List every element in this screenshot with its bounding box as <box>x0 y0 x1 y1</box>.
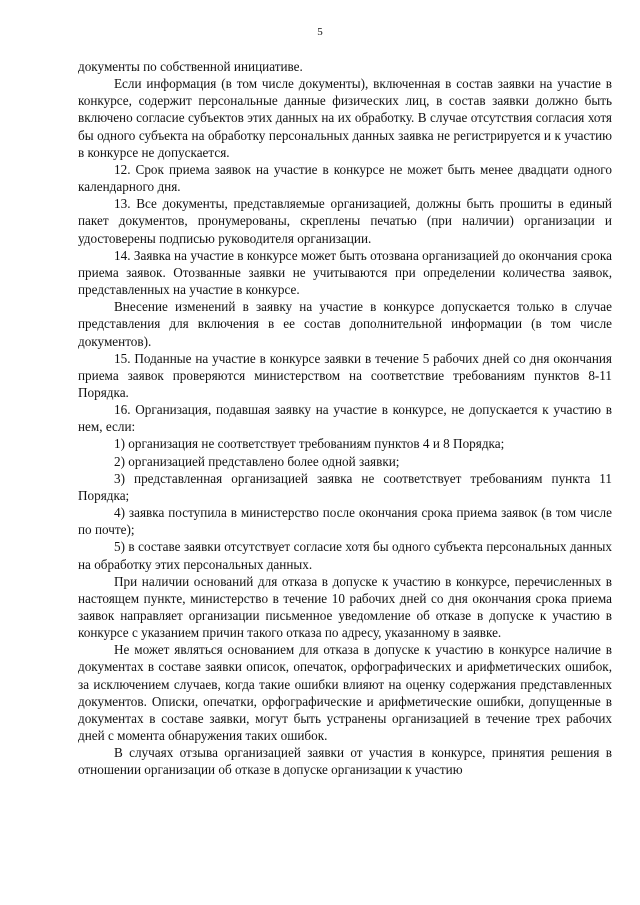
paragraph: 3) представленная организацией заявка не соответствует требованиям пункта 11 Порядка; <box>78 470 612 503</box>
paragraph: 2) организацией представлено более одной заявки; <box>114 453 400 469</box>
paragraph: При наличии оснований для отказа в допуске к участию в конкурсе, перечисленных в настоящем пункте, министерство в течение 10 рабочих дней со дня окончания срока приема заявок направляет организации письменное уведомление об отказе в допуске к участию в конкурсе с указанием причин такого отказа по адресу, указанному в заявке. <box>78 573 612 641</box>
paragraph: 16. Организация, подавшая заявку на участие в конкурсе, не допускается к участию в нем, если: <box>78 402 612 435</box>
paragraph: 4) заявка поступила в министерство после окончания срока приема заявок (в том числе по почте); <box>78 505 612 538</box>
paragraph: 15. Поданные на участие в конкурсе заявки в течение 5 рабочих дней со дня окончания приема заявок проверяются министерством на соответствие требованиям пунктов 8-11 Порядка. <box>78 350 612 400</box>
paragraph: 1) организация не соответствует требованиям пунктов 4 и 8 Порядка; <box>114 436 505 452</box>
paragraph: 13. Все документы, представляемые организацией, должны быть прошиты в единый пакет документов, пронумерованы, скреплены печатью (при наличии) организации и удостоверены подписью руководителя организации. <box>78 196 612 246</box>
paragraph: документы по собственной инициативе. <box>78 59 303 74</box>
paragraph: В случаях отзыва организацией заявки от участия в конкурсе, принятия решения в отношении организации об отказе в допуске организации к участию <box>78 745 612 778</box>
paragraph: Внесение изменений в заявку на участие в конкурсе допускается только в случае представления для включения в ее состав дополнительной информации (в том числе документов). <box>78 299 612 349</box>
page-number: 5 <box>317 26 323 38</box>
paragraph: 14. Заявка на участие в конкурсе может быть отозвана организацией до окончания срока приема заявок. Отозванные заявки не учитываются при определении количества заявок, представленных на участие в конкурсе. <box>78 247 612 298</box>
paragraph: Не может являться основанием для отказа в допуске к участию в конкурсе наличие в документах в составе заявки описок, опечаток, орфографических и арифметических ошибок, за исключением случаев, когда такие ошибки влияют на оценку содержания представленных документов. Описки, опечатки, орфографические и арифметические ошибки, допущенные в документах в составе заявки, могут быть устранены организацией в течение трех рабочих дней с момента обнаружения таких ошибок. <box>78 642 612 744</box>
paragraph: 12. Срок приема заявок на участие в конкурсе не может быть менее двадцати одного календарного дня. <box>78 161 612 195</box>
paragraph: 5) в составе заявки отсутствует согласие хотя бы одного субъекта персональных данных на обработку этих персональных данных. <box>78 539 612 572</box>
paragraph: Если информация (в том числе документы), включенная в состав заявки на участие в конкурсе, содержит персональные данные физических лиц, в состав заявки должно быть включено согласие субъектов этих данных на их обработку. В случае отсутствия согласия хотя бы одного субъекта на обработку персональных данных заявка не регистрируется и к участию в конкурсе не допускается. <box>78 76 612 160</box>
document-body <box>78 58 612 779</box>
